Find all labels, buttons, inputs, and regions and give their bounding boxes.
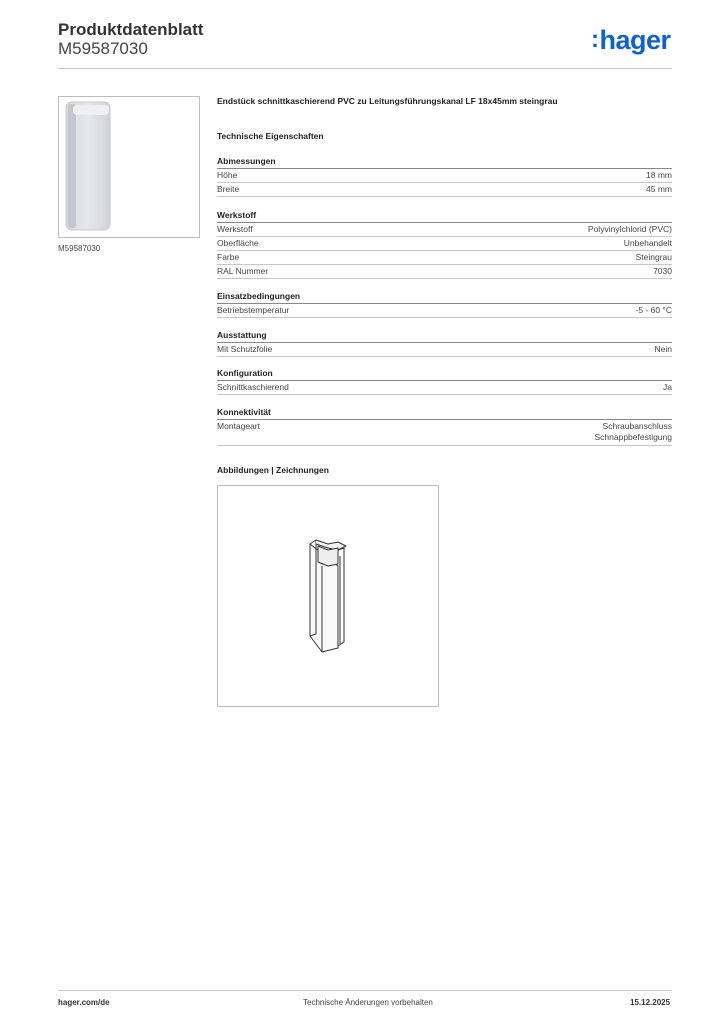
spec-label: Betriebstemperatur: [217, 305, 290, 315]
page-title: Produktdatenblatt: [58, 20, 204, 39]
spec-row: [217, 381, 672, 395]
end-cap-photo: [59, 97, 199, 237]
hager-logo: [591, 26, 671, 56]
spec-label: Breite: [217, 184, 240, 194]
group-title: Konfiguration: [217, 368, 672, 381]
spec-value: 18 mm: [646, 170, 672, 180]
spec-value: Steingrau: [635, 252, 672, 262]
group-title: Konnektivität: [217, 407, 672, 420]
spec-row: [217, 237, 672, 251]
spec-value: Schraubanschluss: [602, 421, 672, 431]
spec-row: [217, 223, 672, 237]
spec-label: Oberfläche: [217, 238, 259, 248]
logo-colon: :: [591, 26, 599, 53]
spec-value: -5 - 60 °C: [635, 305, 672, 315]
spec-label: Höhe: [217, 170, 238, 180]
end-cap-drawing: [218, 486, 438, 706]
spec-value: 45 mm: [646, 184, 672, 194]
header-divider: [58, 68, 672, 69]
footer-website-link[interactable]: hager.com/de: [58, 998, 110, 1007]
spec-row: [217, 265, 672, 279]
spec-value: Nein: [654, 344, 672, 354]
spec-row: [217, 420, 672, 446]
spec-row: [217, 304, 672, 318]
group-title: Ausstattung: [217, 330, 672, 343]
figures-title: Abbildungen | Zeichnungen: [217, 465, 329, 475]
spec-value: Polyvinylchlorid (PVC): [587, 224, 672, 234]
group-title: Einsatzbedingungen: [217, 291, 672, 304]
spec-value: Ja: [663, 382, 672, 392]
spec-row: [217, 251, 672, 265]
group-title: Werkstoff: [217, 210, 672, 223]
spec-row: [217, 169, 672, 183]
specs-section-title: Technische Eigenschaften: [217, 131, 324, 141]
logo-text: hager: [599, 25, 671, 55]
group-title: Abmessungen: [217, 156, 672, 169]
spec-label: Farbe: [217, 252, 240, 262]
footer-divider: [58, 990, 672, 991]
spec-label: RAL Nummer: [217, 266, 269, 276]
product-image-caption: M59587030: [58, 244, 101, 253]
product-headline: Endstück schnittkaschierend PVC zu Leitungsführungskanal LF 18x45mm steingrau: [217, 96, 558, 106]
product-image: [58, 96, 200, 238]
spec-value: Unbehandelt: [623, 238, 672, 248]
spec-row: [217, 343, 672, 357]
spec-value-secondary: Schnappbefestigung: [594, 432, 672, 442]
footer-date: 15.12.2025: [630, 998, 671, 1007]
article-number: M59587030: [58, 39, 148, 58]
spec-label: Montageart: [217, 421, 260, 431]
spec-value: 7030: [653, 266, 672, 276]
spec-label: Mit Schutzfolie: [217, 344, 273, 354]
technical-drawing: [217, 485, 439, 707]
spec-label: Schnittkaschierend: [217, 382, 289, 392]
spec-label: Werkstoff: [217, 224, 253, 234]
footer-notice: Technische Änderungen vorbehalten: [303, 998, 433, 1007]
spec-row: [217, 183, 672, 197]
